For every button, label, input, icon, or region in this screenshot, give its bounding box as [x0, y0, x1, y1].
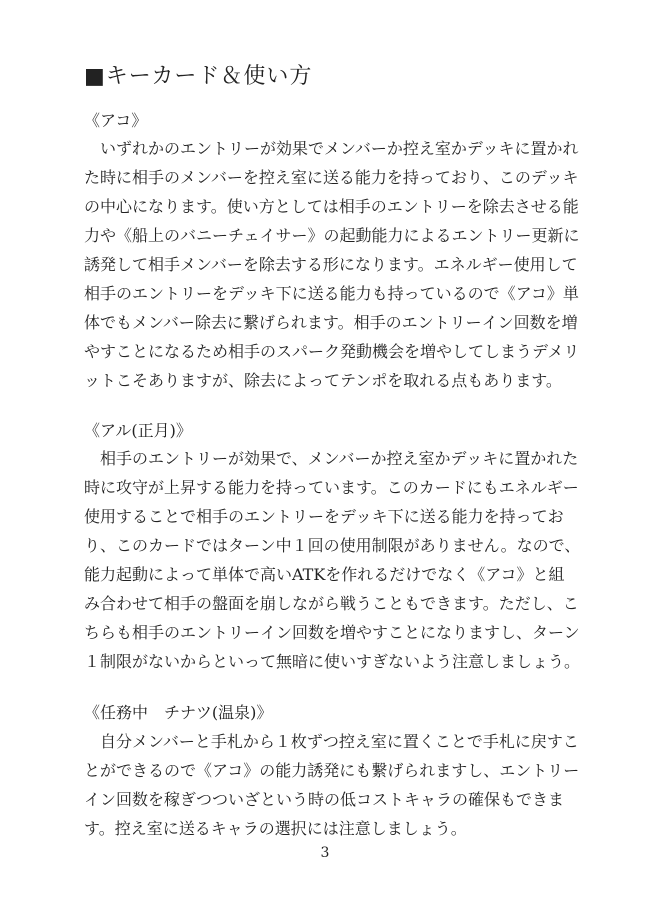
section-body-ako [84, 134, 594, 395]
section-title-chinatsu: 《任務中 チナツ(温泉)》 [84, 703, 273, 722]
body-line: 相手のエントリーが効果で、メンバーか控え室かデッキに置かれた [84, 449, 579, 468]
body-line: す。控え室に送るキャラの選択には注意しましょう。 [84, 819, 467, 838]
body-line: ちらも相手のエントリーイン回数を増やすことになりますし、ターン [84, 623, 580, 642]
section-title-ako: 《アコ》 [84, 111, 148, 130]
body-line: た時に相手のメンバーを控え室に送る能力を持っており、このデッキ [84, 168, 579, 187]
body-line: やすことになるため相手のスパーク発動機会を増やしてしまうデメリ [84, 342, 580, 361]
section-body-aru [84, 444, 594, 676]
section-body-chinatsu [84, 727, 594, 843]
body-line: り、このカードではターン中１回の使用制限がありません。なので、 [84, 536, 581, 555]
body-line: 能力起動によって単体で高いATKを作れるだけでなく《アコ》と組 [84, 565, 565, 584]
body-line: いずれかのエントリーが効果でメンバーか控え室かデッキに置かれ [84, 139, 579, 158]
body-line: み合わせて相手の盤面を崩しながら戦うこともできます。ただし、こ [84, 594, 579, 613]
body-line: の中心になります。使い方としては相手のエントリーを除去させる能 [84, 197, 579, 216]
body-line: 相手のエントリーをデッキ下に送る能力も持っているので《アコ》単 [84, 284, 579, 303]
body-line: 誘発して相手メンバーを除去する形になります。エネルギー使用して [84, 255, 578, 274]
body-line: １制限がないからといって無暗に使いすぎないよう注意しましょう。 [84, 652, 581, 671]
body-line: ットこそありますが、除去によってテンポを取れる点もあります。 [84, 371, 562, 390]
body-line: 体でもメンバー除去に繋げられます。相手のエントリーイン回数を増 [84, 313, 578, 332]
page-heading: ■キーカード＆使い方 [84, 64, 313, 89]
body-line: 力や《船上のバニーチェイサー》の起動能力によるエントリー更新に [84, 226, 580, 245]
body-line: 自分メンバーと手札から１枚ずつ控え室に置くことで手札に戻すこ [84, 732, 579, 751]
body-line: とができるので《アコ》の能力誘発にも繋げられますし、エントリー [84, 761, 580, 780]
body-line: イン回数を稼ぎつついざという時の低コストキャラの確保もできま [84, 790, 565, 809]
section-title-aru: 《アル(正月)》 [84, 421, 192, 440]
page-number: 3 [320, 845, 330, 861]
body-line: 時に攻守が上昇する能力を持っています。このカードにもエネルギー [84, 478, 579, 497]
body-line: 使用することで相手のエントリーをデッキ下に送る能力を持ってお [84, 507, 564, 526]
